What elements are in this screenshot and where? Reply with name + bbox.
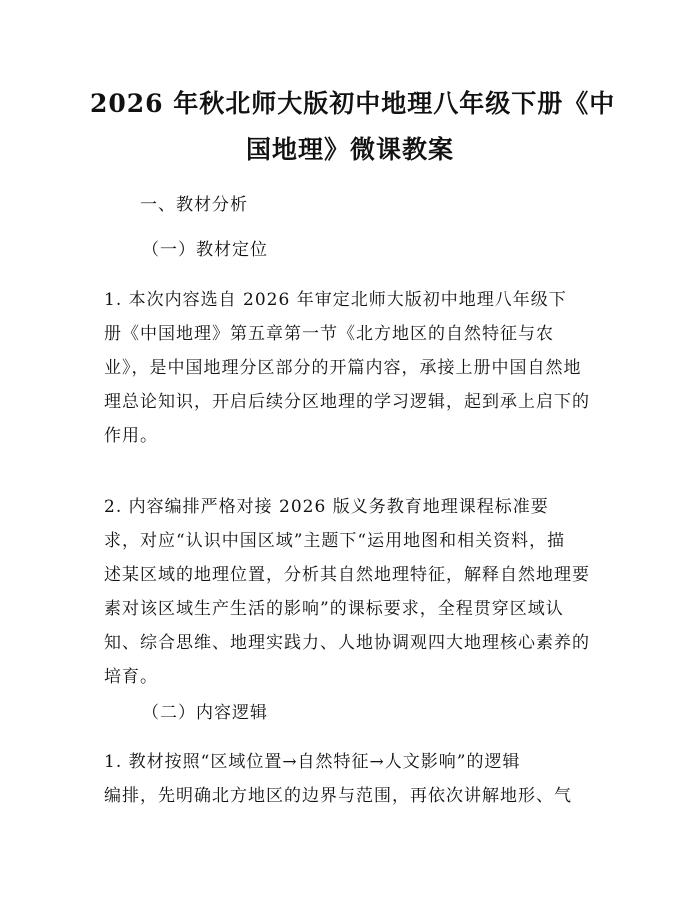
paragraph-line: 培育。 [104, 667, 158, 687]
paragraph-line: 2. 内容编排严格对接 2026 版义务教育地理课程标准要 [104, 497, 549, 517]
document-title-line-1: 2026 年秋北师大版初中地理八年级下册《中 [90, 89, 616, 118]
paragraph-line: 1. 教材按照“区域位置→自然特征→人文影响”的逻辑 [104, 752, 521, 772]
paragraph-line: 述某区域的地理位置，分析其自然地理特征，解释自然地理要 [104, 565, 590, 585]
paragraph-2 [104, 490, 596, 694]
paragraph-line: 册《中国地理》第五章第一节《北方地区的自然特征与农 [104, 324, 554, 344]
paragraph-line: 素对该区域生产生活的影响”的课标要求，全程贯穿区域认 [104, 599, 564, 619]
section-heading-material-analysis: 一、教材分析 [140, 195, 248, 215]
paragraph-line: 编排，先明确北方地区的边界与范围，再依次讲解地形、气 [104, 786, 572, 806]
paragraph-line: 求，对应“认识中国区域”主题下“运用地图和相关资料，描 [104, 531, 566, 551]
paragraph-line: 作用。 [104, 426, 158, 446]
paragraph-line: 业》，是中国地理分区部分的开篇内容，承接上册中国自然地 [104, 358, 582, 378]
paragraph-1 [104, 283, 596, 453]
paragraph-line: 1. 本次内容选自 2026 年审定北师大版初中地理八年级下 [104, 290, 567, 310]
subsection-heading-positioning: （一）教材定位 [142, 240, 268, 260]
paragraph-3 [104, 745, 596, 813]
document-title-line-2: 国地理》微课教案 [245, 135, 454, 164]
paragraph-line: 理总论知识，开启后续分区地理的学习逻辑，起到承上启下的 [104, 392, 590, 412]
subsection-heading-content-logic: （二）内容逻辑 [142, 703, 268, 723]
paragraph-line: 知、综合思维、地理实践力、人地协调观四大地理核心素养的 [104, 633, 590, 653]
